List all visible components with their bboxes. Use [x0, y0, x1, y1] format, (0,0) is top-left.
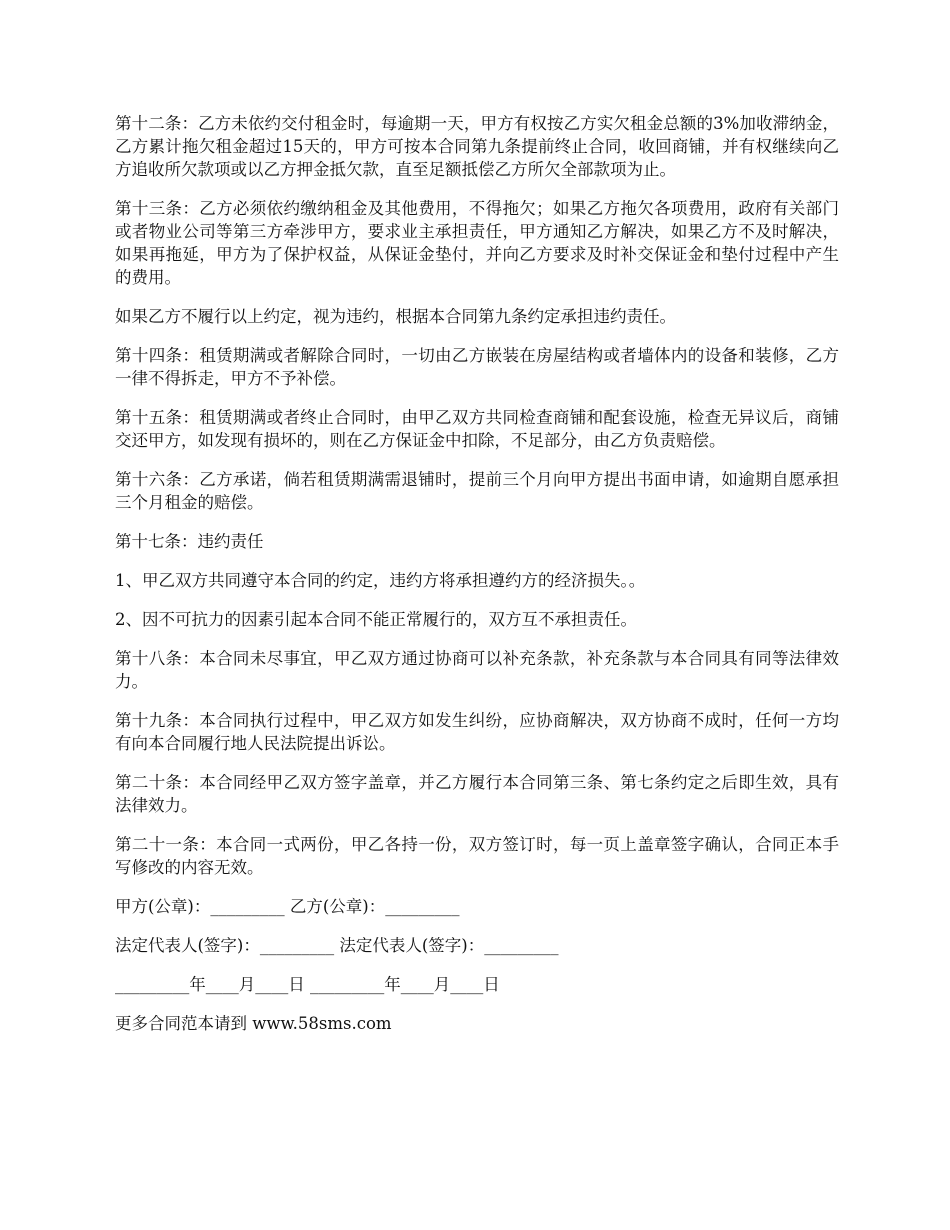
clause-19: 第十九条：本合同执行过程中，甲乙双方如发生纠纷，应协商解决，双方协商不成时，任何一方均有向本合同履行地人民法院提出诉讼。 [115, 711, 839, 753]
clause-17-item-1: 1、甲乙双方共同遵守本合同的约定，违约方将承担遵约方的经济损失。。 [115, 571, 646, 590]
clause-16: 第十六条：乙方承诺，倘若租赁期满需退铺时，提前三个月向甲方提出书面申请，如逾期自愿承担三个月租金的赔偿。 [115, 470, 839, 512]
clause-12: 第十二条：乙方未依约交付租金时，每逾期一天，甲方有权按乙方实欠租金总额的3%加收滞纳金，乙方累计拖欠租金超过15天的，甲方可按本合同第九条提前终止合同，收回商铺，并有权继续向乙方追收所欠款项或以乙方押金抵欠款，直至足额抵偿乙方所欠全部款项为止。 [115, 114, 839, 179]
clause-18: 第十八条：本合同未尽事宜，甲乙双方通过协商可以补充条款，补充条款与本合同具有同等法律效力。 [115, 649, 839, 691]
clause-14: 第十四条：租赁期满或者解除合同时，一切由乙方嵌装在房屋结构或者墙体内的设备和装修，乙方一律不得拆走，甲方不予补偿。 [115, 346, 839, 388]
clause-17-heading: 第十七条：违约责任 [115, 532, 264, 551]
document-body [115, 112, 839, 1051]
signature-parties-line: 甲方(公章)：_________ 乙方(公章)：_________ [115, 897, 460, 916]
clause-15: 第十五条：租赁期满或者终止合同时，由甲乙双方共同检查商铺和配套设施，检查无异议后，商铺交还甲方，如发现有损坏的，则在乙方保证金中扣除，不足部分，由乙方负责赔偿。 [115, 408, 839, 450]
footer-note: 更多合同范本请到 www.58sms.com [115, 1014, 392, 1033]
clause-13: 第十三条：乙方必须依约缴纳租金及其他费用，不得拖欠；如果乙方拖欠各项费用，政府有关部门或者物业公司等第三方牵涉甲方，要求业主承担责任，甲方通知乙方解决，如果乙方不及时解决，如果再拖延，甲方为了保护权益，从保证金垫付，并向乙方要求及时补交保证金和垫付过程中产生的费用。 [115, 199, 839, 287]
breach-note: 如果乙方不履行以上约定，视为违约，根据本合同第九条约定承担违约责任。 [115, 307, 676, 326]
clause-20: 第二十条：本合同经甲乙双方签字盖章，并乙方履行本合同第三条、第七条约定之后即生效，具有法律效力。 [115, 773, 839, 815]
clause-21: 第二十一条：本合同一式两份，甲乙各持一份，双方签订时，每一页上盖章签字确认，合同正本手写修改的内容无效。 [115, 835, 839, 877]
signature-date-line: _________年____月____日 _________年____月____日 [115, 975, 500, 994]
clause-17-item-2: 2、因不可抗力的因素引起本合同不能正常履行的，双方互不承担责任。 [115, 610, 637, 629]
signature-representatives-line: 法定代表人(签字)：_________ 法定代表人(签字)：_________ [115, 936, 559, 955]
